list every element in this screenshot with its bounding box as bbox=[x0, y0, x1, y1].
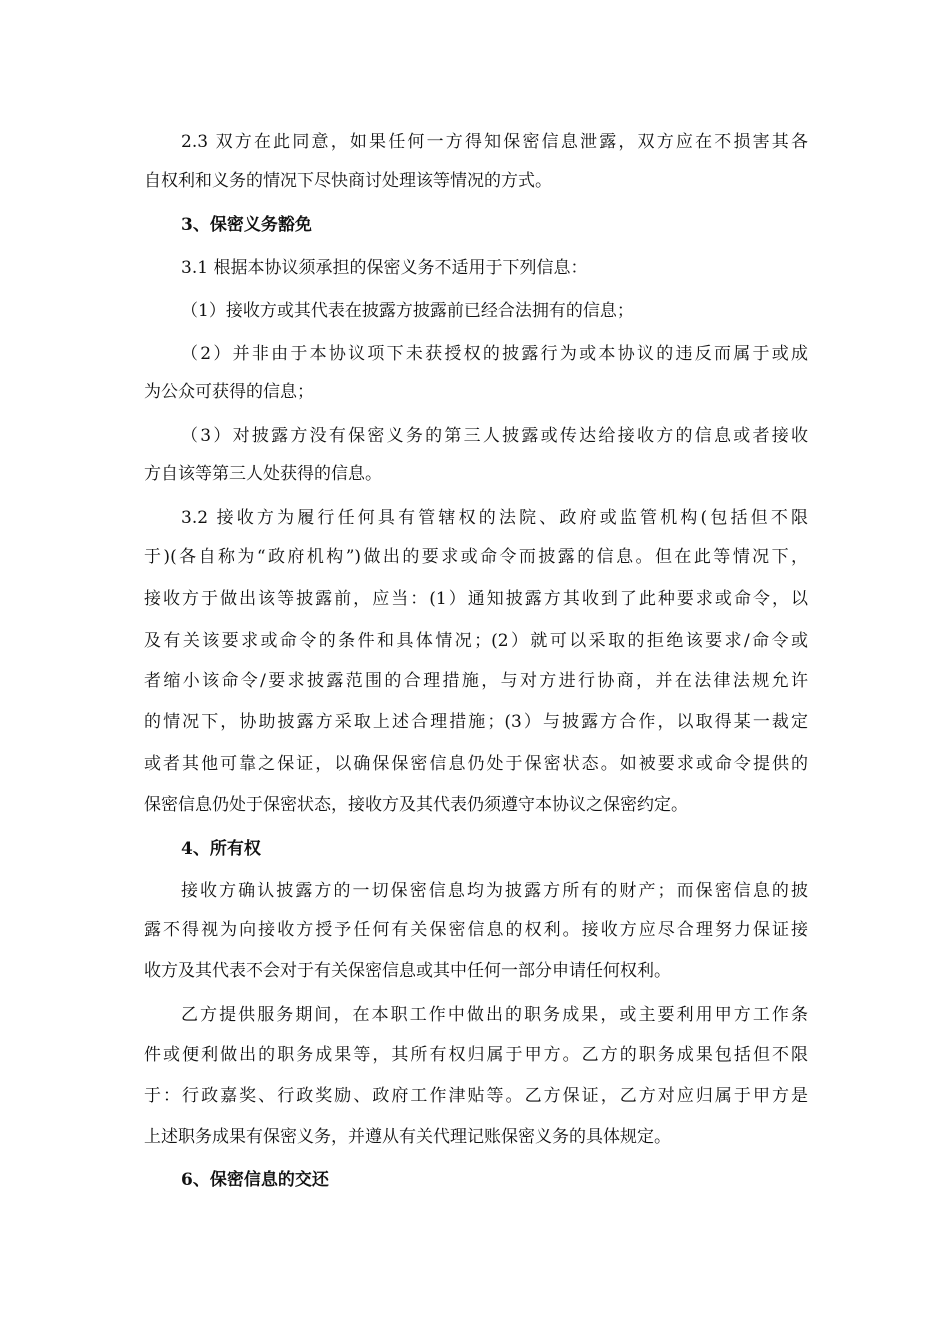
paragraph-3-2-line-3: 接收方于做出该等披露前，应当：(1）通知披露方其收到了此种要求或命令，以 bbox=[144, 589, 808, 609]
paragraph-3-1: 3.1 根据本协议须承担的保密义务不适用于下列信息： bbox=[181, 258, 588, 278]
paragraph-3-2-line-4: 及有关该要求或命令的条件和具体情况；(2）就可以采取的拒绝该要求/命令或 bbox=[144, 631, 808, 651]
paragraph-3-2-line-6: 的情况下，协助披露方采取上述合理措施；(3）与披露方合作，以取得某一裁定 bbox=[144, 712, 808, 732]
paragraph-5-line-4: 上述职务成果有保密义务，并遵从有关代理记账保密义务的具体规定。 bbox=[144, 1127, 671, 1147]
paragraph-3-2-line-5: 者缩小该命令/要求披露范围的合理措施，与对方进行协商，并在法律法规允许 bbox=[144, 671, 808, 691]
paragraph-3-2-line-8: 保密信息仍处于保密状态，接收方及其代表仍须遵守本协议之保密约定。 bbox=[144, 795, 688, 815]
section-heading-6: 6、保密信息的交还 bbox=[181, 1170, 329, 1190]
paragraph-5-line-1: 乙方提供服务期间，在本职工作中做出的职务成果，或主要利用甲方工作条 bbox=[181, 1005, 808, 1025]
section-heading-4: 4、所有权 bbox=[181, 839, 261, 859]
paragraph-3-2-line-7: 或者其他可靠之保证，以确保保密信息仍处于保密状态。如被要求或命令提供的 bbox=[144, 754, 808, 774]
list-item-2-line-2: 为公众可获得的信息； bbox=[144, 382, 314, 402]
paragraph-2-3-line-1: 2.3 双方在此同意，如果任何一方得知保密信息泄露，双方应在不损害其各 bbox=[181, 132, 808, 152]
paragraph-5-line-3: 于：行政嘉奖、行政奖励、政府工作津贴等。乙方保证，乙方对应归属于甲方是 bbox=[144, 1086, 808, 1106]
paragraph-4-line-1: 接收方确认披露方的一切保密信息均为披露方所有的财产；而保密信息的披 bbox=[181, 881, 808, 901]
list-item-3-line-2: 方自该等第三人处获得的信息。 bbox=[144, 464, 382, 484]
paragraph-3-2-line-1: 3.2 接收方为履行任何具有管辖权的法院、政府或监管机构(包括但不限 bbox=[181, 508, 808, 528]
paragraph-2-3-line-2: 自权利和义务的情况下尽快商讨处理该等情况的方式。 bbox=[144, 171, 552, 191]
paragraph-4-line-2: 露不得视为向接收方授予任何有关保密信息的权利。接收方应尽合理努力保证接 bbox=[144, 920, 808, 940]
paragraph-5-line-2: 件或便利做出的职务成果等，其所有权归属于甲方。乙方的职务成果包括但不限 bbox=[144, 1045, 808, 1065]
paragraph-4-line-3: 收方及其代表不会对于有关保密信息或其中任何一部分申请任何权利。 bbox=[144, 961, 671, 981]
list-item-3-line-1: （3）对披露方没有保密义务的第三人披露或传达给接收方的信息或者接收 bbox=[181, 426, 808, 446]
paragraph-3-2-line-2: 于)(各自称为“政府机构”)做出的要求或命令而披露的信息。但在此等情况下， bbox=[144, 547, 808, 567]
section-heading-3: 3、保密义务豁免 bbox=[181, 215, 312, 235]
list-item-1: （1）接收方或其代表在披露方披露前已经合法拥有的信息； bbox=[181, 301, 634, 321]
list-item-2-line-1: （2）并非由于本协议项下未获授权的披露行为或本协议的违反而属于或成 bbox=[181, 344, 808, 364]
